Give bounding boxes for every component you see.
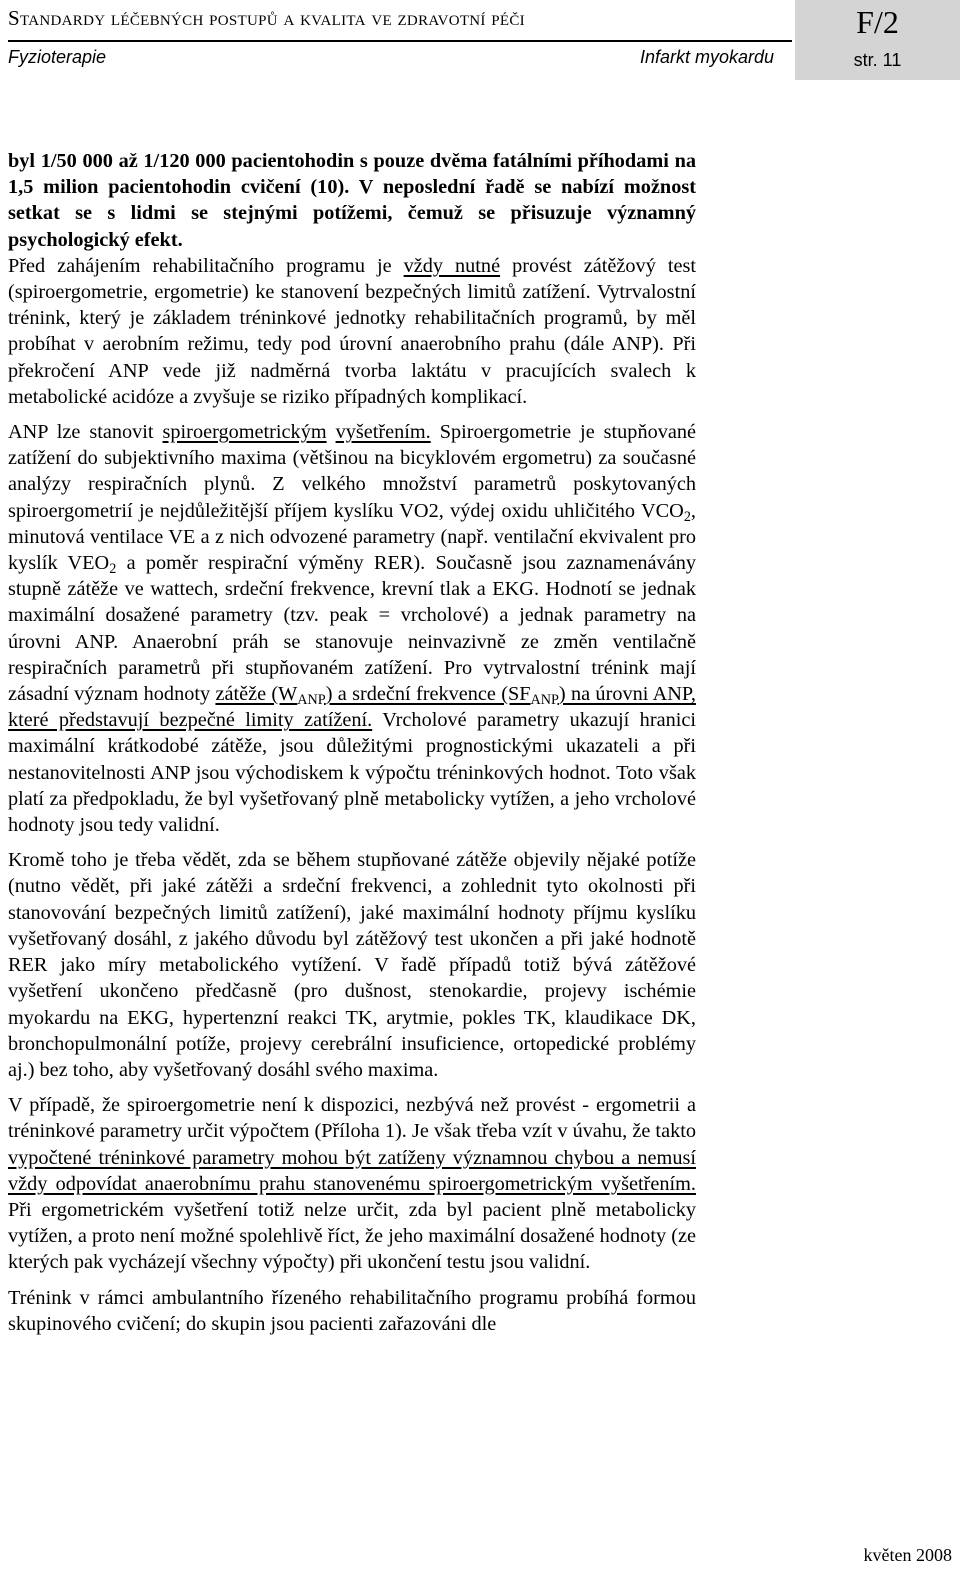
series-title: Standardy léčebných postupů a kvalita ve zdravotní péči — [8, 6, 525, 30]
paragraph-3 — [8, 419, 696, 838]
paragraph-2 — [8, 253, 696, 410]
text-run: , minutová ventilace VE a z nich odvozené parametry (např. ventilační ekvivalent pro kyslík VEO — [8, 499, 696, 575]
underlined-text: vyšetřením. — [335, 421, 431, 444]
text-run: Při ergometrickém vyšetření totiž nelze určit, zda byl pacient plně metabolicky vytížen, a proto není možné spolehlivě říct, že jeho maximální dosažené hodnoty (ze kterých pak vycházejí všechny výpočty) při ukončení testu jsou validní. — [8, 1198, 696, 1274]
topic-label: Infarkt myokardu — [640, 47, 775, 67]
paragraph-6: Trénink v rámci ambulantního řízeného rehabilitačního programu probíhá formou skupinového cvičení; do skupin jsou pacienti zařazováni dle — [8, 1286, 696, 1335]
subscript: 2 — [109, 561, 117, 578]
underlined-text: vždy nutné — [403, 254, 501, 277]
header-rule — [8, 40, 792, 42]
text-run: zátěže (W — [215, 683, 298, 706]
text-run: Vrcholové parametry ukazují hranici maximální krátkodobé zátěže, jsou důležitými prognostickými ukazateli a při nestanovitelnosti ANP jsou východiskem k výpočtu tréninkových hodnot. Toto však platí za předpokladu, že byl vyšetřovaný plně metabolicky vytížen, a jeho vrcholové hodnoty jsou tedy validní. — [8, 709, 696, 837]
paragraph-1: byl 1/50 000 až 1/120 000 pacientohodin s pouze dvěma fatálními příhodami na 1,5 milion pacientohodin cvičení (10). V neposlední řadě se nabízí možnost setkat se s lidmi se stejnými potížemi, čemuž se přisuzuje významný psychologický efekt. — [8, 150, 696, 251]
text-run: Spiroergometrie je stupňované zatížení do subjektivního maxima (většinou na bicyklovém ergometru) za současné analýzy respiračních plynů. Z velkého množství parametrů poskytovaných spiroergometrií je nejdůležitější příjem kyslíku VO2, výdej oxidu uhličitého VCO — [8, 421, 697, 522]
text-run: ) na úrovni ANP, které představují bezpečné limity zatížení. — [8, 683, 696, 732]
text-run: provést zátěžový test (spiroergometrie, ergometrie) ke stanovení bezpečných limitů zatížení. Vytrvalostní trénink, který je základem tréninkové jednotky rehabilitačních programů, by měl probíhat v aerobním režimu, tedy pod úrovní anaerobního prahu (dále ANP). Při překročení ANP vede již nadměrná tvorba laktátu v pracujících svalech k metabolické acidóze a zvyšuje se riziko případných komplikací. — [8, 254, 696, 408]
text-run — [327, 421, 336, 443]
text-run: a poměr respirační výměny RER). Současně jsou zaznamenávány stupně zátěže ve wattech, srdeční frekvence, krevní tlak a EKG. Hodnotí se jednak maximální dosažené parametry (tzv. peak = vrcholové) a jednak parametry na úrovni ANP. Anaerobní práh se stanovuje neinvazivně ze změn ventilačně respiračních parametrů při stupňovaném zatížení. Pro vytrvalostní trénink mají zásadní význam hodnoty — [8, 552, 696, 706]
subscript: ANP — [530, 692, 559, 709]
page-number: str. 11 — [853, 50, 902, 70]
category-label: Fyzioterapie — [8, 47, 107, 67]
underlined-text: vypočtené tréninkové parametry mohou být zatíženy významnou chybou a nemusí vždy odpovídat anaerobnímu prahu stanovenému spiroergometrickým vyšetřením. — [8, 1146, 696, 1195]
document-code-box — [795, 0, 960, 80]
text-run: V případě, že spiroergometrie není k dispozici, nezbývá než provést - ergometrii a tréninkové parametry určit výpočtem (Příloha 1). Je však třeba vzít v úvahu, že takto — [8, 1094, 696, 1143]
subscript: 2 — [683, 508, 691, 525]
text-run: ) a srdeční frekvence (SF — [325, 683, 531, 706]
footer-date: květen 2008 — [863, 1545, 952, 1565]
paragraph-5 — [8, 1092, 696, 1275]
body-text — [8, 148, 696, 1346]
text-run: ANP lze stanovit — [8, 421, 163, 444]
text-run: Před zahájením rehabilitačního programu je — [8, 254, 404, 277]
page-header — [0, 0, 960, 80]
document-code: F/2 — [856, 4, 899, 40]
subscript: ANP — [297, 692, 326, 709]
underlined-text: spiroergometrickým — [162, 421, 327, 444]
paragraph-4: Kromě toho je třeba vědět, zda se během stupňované zátěže objevily nějaké potíže (nutno vědět, při jaké zátěži a srdeční frekvenci, a zohlednit tyto okolnosti při stanovování bezpečných limitů zatížení), jaké maximální hodnoty příjmu kyslíku vyšetřovaný dosáhl, z jakého důvodu byl zátěžový test ukončen a při jaké hodnotě RER jako míry metabolického vytížení. V řadě případů totiž bývá zátěžové vyšetření ukončeno předčasně (pro dušnost, stenokardie, projevy ischémie myokardu na EKG, hypertenzní reakci TK, arytmie, pokles TK, klaudikace DK, bronchopulmonální potíže, projevy cerebrální insuficience, ortopedické problémy aj.) bez toho, aby vyšetřovaný dosáhl svého maxima. — [8, 849, 696, 1081]
